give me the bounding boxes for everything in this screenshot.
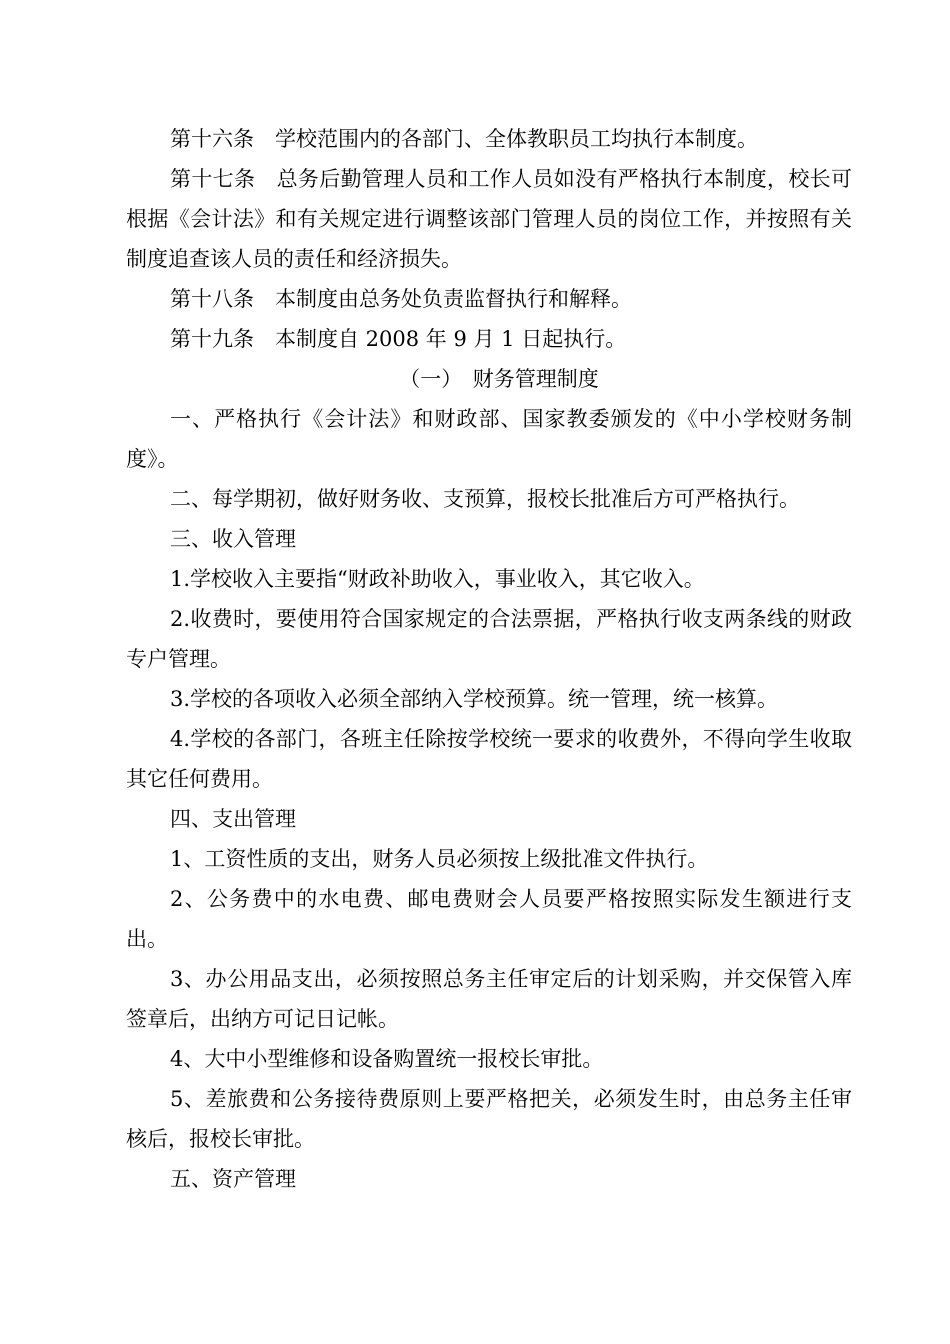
finance-item-2: 二、每学期初，做好财务收、支预算，报校长批准后方可严格执行。 [170,487,800,511]
expense-item-3: 3、办公用品支出，必须按照总务主任审定后的计划采购，并交保管入库签章后，出纳方可记日记帐。 [126,967,852,1031]
income-item-2: 2.收费时，要使用符合国家规定的合法票据，严格执行收支两条线的财政专户管理。 [126,607,852,671]
expense-item-1: 1、工资性质的支出，财务人员必须按上级批准文件执行。 [170,847,709,871]
article-18: 第十八条 本制度由总务处负责监督执行和解释。 [170,287,632,311]
document-page [126,119,852,1199]
income-item-3: 3.学校的各项收入必须全部纳入学校预算。统一管理，统一核算。 [170,687,779,711]
article-17: 第十七条 总务后勤管理人员和工作人员如没有严格执行本制度，校长可根据《会计法》和有关规定进行调整该部门管理人员的岗位工作，并按照有关制度追查该人员的责任和经济损失。 [126,167,852,271]
article-19: 第十九条 本制度自 2008 年 9 月 1 日起执行。 [170,327,627,351]
income-item-1: 1.学校收入主要指“财政补助收入，事业收入，其它收入。 [170,567,705,591]
asset-heading: 五、资产管理 [170,1167,296,1191]
finance-item-1: 一、严格执行《会计法》和财政部、国家教委颁发的《中小学校财务制度》。 [126,407,852,471]
income-item-4: 4.学校的各部门，各班主任除按学校统一要求的收费外，不得向学生收取其它任何费用。 [126,727,852,791]
expense-item-5: 5、差旅费和公务接待费原则上要严格把关，必须发生时，由总务主任审核后，报校长审批。 [126,1087,852,1151]
expense-heading: 四、支出管理 [170,807,296,831]
expense-item-2: 2、公务费中的水电费、邮电费财会人员要严格按照实际发生额进行支出。 [126,887,852,951]
section-heading: （一） 财务管理制度 [399,367,599,391]
article-16: 第十六条 学校范围内的各部门、全体教职员工均执行本制度。 [170,127,758,151]
expense-item-4: 4、大中小型维修和设备购置统一报校长审批。 [170,1047,604,1071]
income-heading: 三、收入管理 [170,527,296,551]
